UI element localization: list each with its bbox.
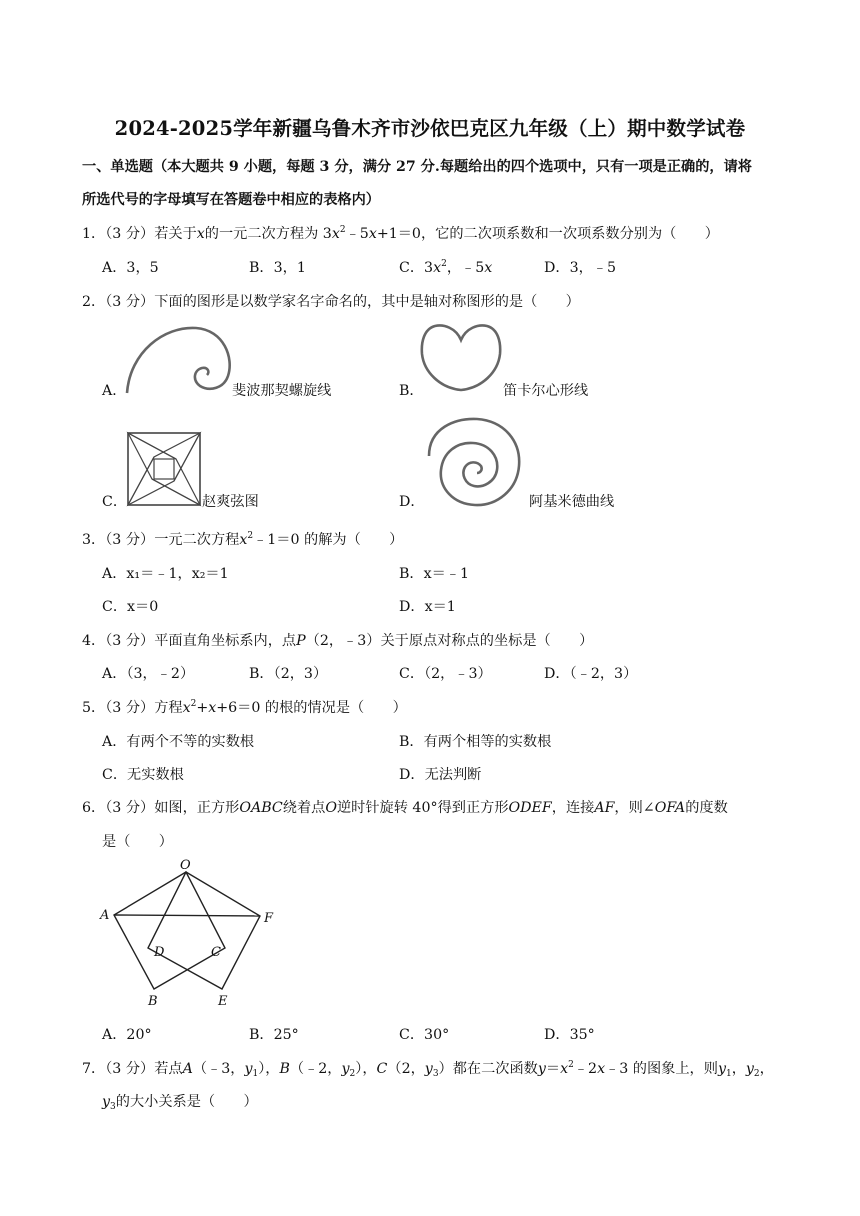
q5-option-a[interactable]: A．有两个不等的实数根 (102, 734, 255, 750)
q7-var: y (745, 1061, 754, 1077)
q4-option-a[interactable]: A．（3，﹣2） (102, 666, 195, 682)
q1-sup: 2 (339, 225, 346, 235)
q1-option-c[interactable] (399, 257, 492, 277)
q6-var: OFA (654, 800, 686, 816)
q6-text: 绕着点 (282, 800, 326, 816)
zhao-shuang-diagram-figure (125, 430, 203, 508)
q1-text: ﹣5 (345, 226, 369, 242)
q1-option-d[interactable]: D．3，﹣5 (544, 260, 616, 276)
q6-label-c: C (211, 945, 221, 960)
rotated-squares-figure (96, 858, 286, 1013)
q7-var: y (244, 1061, 253, 1077)
q1-optc-text: ，﹣5 (446, 260, 485, 276)
q7-var: y (424, 1061, 433, 1077)
q7-sub: 3 (110, 1102, 116, 1112)
q5-option-c[interactable]: C．无实数根 (102, 767, 184, 783)
q2-option-d-label: 阿基米德曲线 (529, 494, 615, 510)
q7-sub: 2 (753, 1069, 760, 1079)
q6-label-a: A (100, 908, 110, 923)
q2-option-a-letter[interactable]: A． (102, 383, 127, 399)
q4-var: P (296, 633, 306, 649)
q5-stem (82, 697, 407, 717)
q7-var: x (597, 1061, 606, 1077)
q3-sup: 2 (247, 531, 254, 541)
q5-sup: 2 (190, 699, 197, 709)
q4-option-b[interactable]: B．（2，3） (249, 666, 328, 682)
q2-option-c-letter[interactable]: C． (102, 494, 128, 510)
q7-text: ﹣2 (573, 1061, 598, 1077)
q5-text: +6＝0 的根的情况是（ ） (216, 700, 407, 716)
q2-option-b-letter[interactable]: B． (399, 383, 424, 399)
q1-stem (82, 223, 719, 243)
q1-var: x (368, 226, 377, 242)
q6-var: AF (594, 800, 615, 816)
q1-var: x (196, 226, 205, 242)
q6-label-o: O (180, 858, 191, 873)
q7-text: ＝ (545, 1061, 561, 1077)
q7-var: y (717, 1061, 726, 1077)
q6-text: ，连接 (551, 800, 595, 816)
q3-option-d[interactable]: D．x＝1 (399, 599, 456, 615)
q7-text: （﹣3， (192, 1061, 245, 1077)
q6-var: ODEF (508, 800, 552, 816)
q7-var: A (182, 1061, 193, 1077)
q6-var: O (325, 800, 337, 816)
q1-optc-var: x (433, 260, 442, 276)
section-heading-line2: 所选代号的字母填写在答题卷中相应的表格内） (82, 192, 380, 208)
q2-option-d-letter[interactable]: D． (399, 494, 425, 510)
q4-option-c[interactable]: C．（2，﹣3） (399, 666, 492, 682)
section-heading-line1: 一、单选题（本大题共 9 小题，每题 3 分，满分 27 分.每题给出的四个选项中，只有一项是正确的，请将 (82, 159, 752, 175)
q1-option-b[interactable]: B．3，1 (249, 260, 306, 276)
q6-option-d[interactable]: D．35° (544, 1027, 595, 1043)
q6-var: OABC (239, 800, 283, 816)
q7-text: （2， (387, 1061, 425, 1077)
q6-text: ，则∠ (614, 800, 655, 816)
q7-var: y (102, 1094, 111, 1110)
q5-option-d[interactable]: D．无法判断 (399, 767, 482, 783)
q7-sub: 3 (432, 1069, 439, 1079)
q7-text: ）都在二次函数 (438, 1061, 538, 1077)
q7-var: y (341, 1061, 350, 1077)
q1-num: 1．（3 分）若关于 (82, 226, 197, 242)
q7-var: B (279, 1061, 290, 1077)
q4-stem (82, 630, 593, 650)
q6-text: 逆时针旋转 40°得到正方形 (336, 800, 509, 816)
q7-text: 7．（3 分）若点 (82, 1061, 183, 1077)
archimedean-spiral-figure (425, 416, 525, 508)
q1-optc-sup: 2 (441, 259, 447, 269)
q7-text: ， (731, 1061, 746, 1077)
q6-option-b[interactable]: B．25° (249, 1027, 299, 1043)
q3-text: ﹣1＝0 的解为（ ） (253, 532, 404, 548)
q5-option-b[interactable]: B．有两个相等的实数根 (399, 734, 552, 750)
q1-var: x (331, 226, 340, 242)
q5-var: x (182, 700, 191, 716)
q6-text: 6．（3 分）如图，正方形 (82, 800, 240, 816)
q3-text: 3．（3 分）一元二次方程 (82, 532, 240, 548)
q7-text: 的大小关系是（ ） (115, 1094, 258, 1110)
q7-sup: 2 (568, 1060, 574, 1070)
q1-text: +1＝0，它的二次项系数和一次项系数分别为（ ） (376, 226, 719, 242)
q7-stem-line1 (82, 1058, 774, 1078)
q2-option-a-label: 斐波那契螺旋线 (232, 383, 332, 399)
fibonacci-spiral-figure (124, 322, 236, 394)
q7-text: ）， (355, 1061, 377, 1077)
q6-label-d: D (154, 945, 165, 960)
q7-sub: 1 (725, 1069, 732, 1079)
q1-optc-var: x (484, 260, 493, 276)
q7-text: ﹣3 的图象上，则 (605, 1061, 718, 1077)
q7-sub: 1 (252, 1069, 259, 1079)
q6-label-b: B (148, 994, 158, 1009)
q6-label-e: E (218, 994, 228, 1009)
q1-option-a[interactable]: A．3，5 (102, 260, 159, 276)
q3-var: x (239, 532, 248, 548)
q7-text: ）， (258, 1061, 280, 1077)
q5-var: x (208, 700, 217, 716)
q7-var: x (560, 1061, 569, 1077)
q7-var: C (376, 1061, 388, 1077)
q6-text: 的度数 (685, 800, 728, 816)
q6-option-a[interactable]: A．20° (102, 1027, 152, 1043)
q4-option-d[interactable]: D．（﹣2，3） (544, 666, 638, 682)
q2-stem: 2．（3 分）下面的图形是以数学家名字命名的，其中是轴对称图形的是（ ） (82, 294, 580, 310)
q3-option-b[interactable]: B．x＝﹣1 (399, 566, 470, 582)
q7-stem-line2 (102, 1091, 258, 1111)
q7-text: ， (759, 1061, 774, 1077)
q2-option-b-label: 笛卡尔心形线 (503, 383, 589, 399)
q3-option-a[interactable]: A．x₁＝﹣1，x₂＝1 (102, 566, 229, 582)
q6-label-f: F (264, 911, 274, 926)
q4-text: 4．（3 分）平面直角坐标系内，点 (82, 633, 297, 649)
q1-text: 的一元二次方程为 3 (204, 226, 332, 242)
q3-option-c[interactable]: C．x＝0 (102, 599, 159, 615)
q6-stem-line1 (82, 797, 728, 817)
q7-sub: 2 (349, 1069, 356, 1079)
q1-optc-text: C．3 (399, 260, 434, 276)
q7-var: y (537, 1061, 546, 1077)
cardioid-figure (420, 322, 502, 394)
q6-stem-line2: 是（ ） (102, 834, 173, 850)
q3-stem (82, 529, 403, 549)
q4-text: （2，﹣3）关于原点对称点的坐标是（ ） (305, 633, 594, 649)
q2-option-c-label: 赵爽弦图 (202, 494, 259, 510)
q7-text: （﹣2， (289, 1061, 342, 1077)
q6-option-c[interactable]: C．30° (399, 1027, 450, 1043)
exam-title: 2024-2025学年新疆乌鲁木齐市沙依巴克区九年级（上）期中数学试卷 (114, 117, 746, 140)
q5-text: + (196, 700, 209, 716)
q5-text: 5．（3 分）方程 (82, 700, 183, 716)
